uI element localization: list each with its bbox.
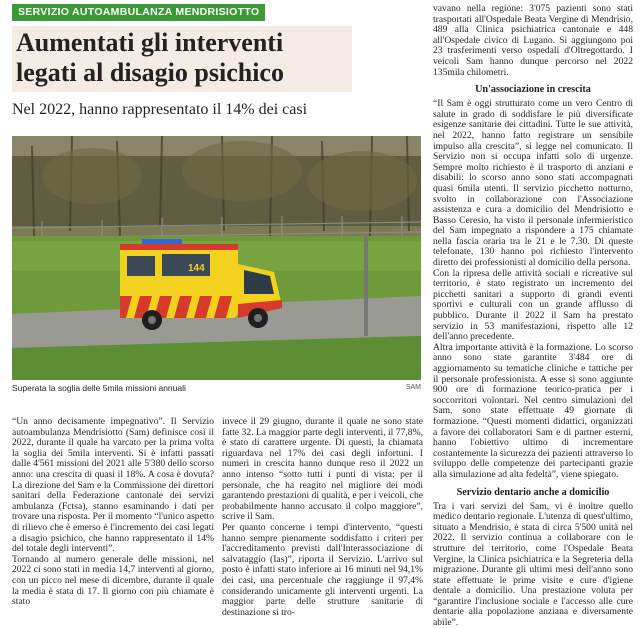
paragraph: “Un anno decisamente impegnativo”. Il Servizio autoambulanza Mendrisiotto (Sam) definisce così il 2022, durante il quale ha varcato per la prima volta la soglia dei 5mila interventi. Si è infatti passati dalle 4'561 missioni del 2021 alle 5'380 dello scorso anno: una crescita di quasi il 18%. A cosa è dovuta? La direzione del Sam e la Commissione dei direttori sanitari della Federazione cantonale dei servizi ambulanza (Fctsa), stanno esaminando i dati per trovare una risposta. Per il momento “l'unico aspetto di rilievo che è emerso è l'incremento dei casi legati a disagio psichico, che hanno rappresentato il 14% del totale degli interventi”. [12,416,214,555]
paragraph: Tra i vari servizi del Sam, vi è inoltre quello medico dentario regionale. L'utenza di quest'ultimo, situato a Mendrisio, è stata di circa 5'500 unità nel 2022. Il servizio continua a collaborare con le strutture del territorio, come l'Ospedale Beata Vergine, la Clinica psichiatrica e la Segreteria della migrazione. Durante gli ultimi mesi dell'anno sono state effettuate le prime visite e cure d'igiene dentale a domicilio. Una prestazione voluta per “garantire l'inclusione sociale e l'accesso alle cure dentarie alla popolazione anziana e diversamente abile”. [433,500,633,629]
paragraph: Per quanto concerne i tempi d'intervento, “questi hanno sempre pienamente soddisfatto i criteri per l'accreditamento previsti dall'Interassociazione di salvataggio (Ias)”, riporta il Servizio. L'arrivo sul posto è infatti stato inferiore ai 16 minuti nel 94,1% dei casi, una percentuale che raggiunge il 97,4% considerando unicamente gli interventi urgenti. La maggior parte delle strutture sanitarie di destinazione si tro- [222,521,423,618]
subheading: Servizio dentario anche a domicilio [456,486,610,498]
paragraph: Altra importante attività è la formazione. Lo scorso anno sono state garantite 3'484 ore di aggiornamento su tematiche cliniche e tattiche per il personale professionista. A esse si sono aggiunte 900 ore di formazione teorico-pratica per i soccorritori volontari. Nel centro simulazioni del Sam, sono state effettuate 49 giornate di formazione. “Questi momenti didattici, organizzati a favore dei collaboratori Sam e di partner esterni, hanno l'obiettivo ultimo di incrementare costantemente la sicurezza dei pazienti attraverso lo sviluppo delle competenze dei partecipanti grazie alla simulazione ad alta fedeltà”, viene spiegato. [433,341,633,480]
photo-credit: SAM [405,384,421,391]
ambulance-photo-illustration [12,136,421,380]
subheading: Un'associazione in crescita [475,84,591,96]
article-column-2 [222,417,423,618]
paragraph: Tornando al numero generale delle missioni, nel 2022 ci sono stati in media 14,7 interventi al giorno, con un picco nel mese di dicembre, durante il quale la media è stata di 17. Il giorno con più chiamate è stato [12,553,214,608]
article-column-1 [12,417,214,608]
paragraph: vavano nella regione: 3'075 pazienti sono stati trasportati all'Ospedale Beata Vergine di Mendrisio, 489 alla Clinica psichiatrica cantonale e 448 all'Ospedale civico di Lugano. Si aggiungono poi 23 trasferimenti verso ospedali d'Oltregottardo. I veicoli Sam hanno dunque percorso nel 2022 135mila chilometri. [433,3,633,78]
ambulance-photo [12,136,421,380]
article-column-3 [433,4,633,629]
photo-caption: Superata la soglia delle 5mila missioni annuali [12,383,186,393]
section-tag: SERVIZIO AUTOAMBULANZA MENDRISIOTTO [12,4,265,21]
paragraph: Con la ripresa delle attività sociali e ricreative sul territorio, è stato registrato un incremento dei picchetti sanitari a supporto di grandi eventi sportivi e culturali con un grande afflusso di pubblico. Durante il 2022 il Sam ha prestato servizio in 53 manifestazioni, rispetto alle 12 dell'anno precedente. [433,267,633,343]
vehicle-number: 144 [188,263,205,274]
paragraph: “Il Sam è oggi strutturato come un vero Centro di salute in grado di soddisfare le più diversificate esigenze sanitarie dei cittadini. Tutte le sue attività, nel 2022, hanno fatto registrare un sensibile impulso alla crescita”, si legge nel comunicato. Il Servizio non si occupa infatti solo di urgenze. Sempre molto richiesto è il trasporto di anziani e disabili: lo scorso anno sono stati accompagnati quasi 6mila utenti. Il servizio picchetto notturno, svolto in collaborazione con l'Associazione assistenza e cura a domicilio del Mendrisiotto e Basso Ceresio, ha visto il personale infermieristico del Sam impegnato a rispondere a 175 chiamate nella fascia oraria tra le 21 e le 7.30. Di queste telefonate, 130 hanno poi richiesto l'intervento diretto dei professionisti al domicilio della persona. [433,98,633,269]
paragraph: invece il 29 giugno, durante il quale ne sono state fatte 32. La maggior parte degli interventi, il 77,8%, è stato di carattere urgente. Di questi, la chiamata riguardava nel 17% dei casi degli infortuni. I numeri in crescita hanno dunque reso il 2022 un anno intenso “sotto tutti i punti di vista: per il personale, che ha reagito nel migliore dei modi garantendo prestazioni di qualità, e per i veicoli, che probabilmente hanno accusato il colpo maggiore”, scrive il Sam. [222,416,423,523]
photo-caption-row [12,383,421,393]
subtitle: Nel 2022, hanno rappresentato il 14% dei casi [12,101,308,118]
headline: Aumentati gli interventi legati al disagio psichico [12,26,352,92]
